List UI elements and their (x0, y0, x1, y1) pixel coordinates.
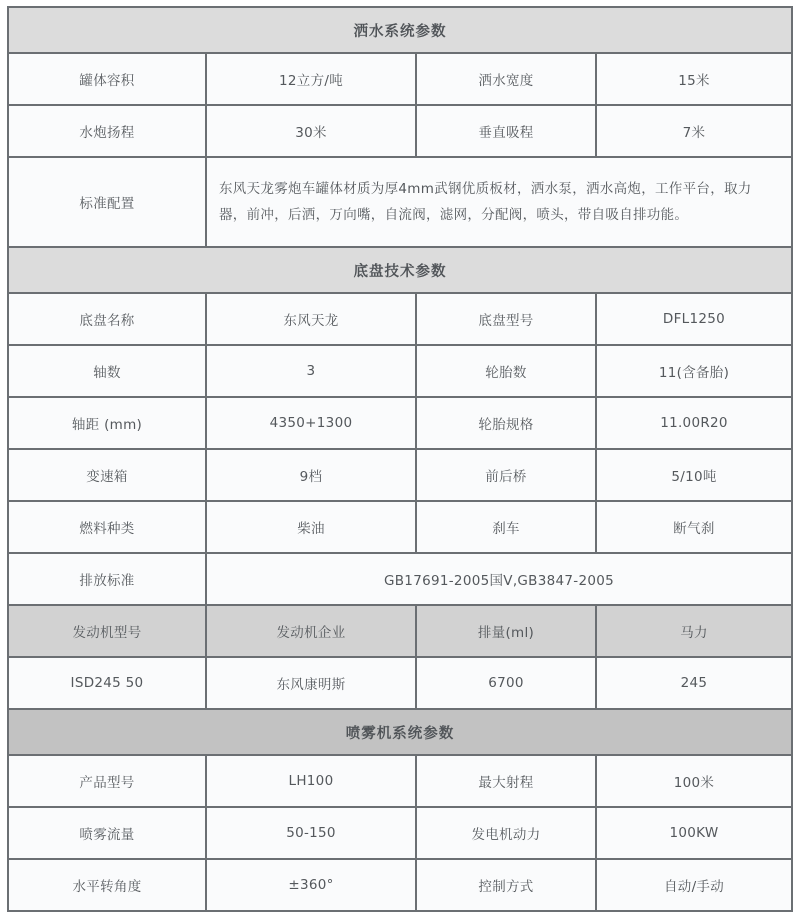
section-header-water-system: 洒水系统参数 (7, 6, 793, 54)
engine-subheader-row (7, 606, 793, 658)
table-cell: 断气刹 (597, 502, 793, 554)
table-cell: ISD245 50 (7, 658, 207, 710)
section-header-row-water-system (7, 6, 793, 54)
table-cell: 喷雾流量 (7, 808, 207, 860)
table-cell: 柴油 (207, 502, 417, 554)
table-cell: 罐体容积 (7, 54, 207, 106)
table-cell: 变速箱 (7, 450, 207, 502)
specification-table (7, 6, 793, 912)
table-cell: 底盘型号 (417, 294, 597, 346)
table-row-standard-configuration (7, 158, 793, 248)
table-cell: 轮胎数 (417, 346, 597, 398)
table-cell: 12立方/吨 (207, 54, 417, 106)
table-row (7, 860, 793, 912)
table-cell: 控制方式 (417, 860, 597, 912)
table-cell: 6700 (417, 658, 597, 710)
table-cell: 轴数 (7, 346, 207, 398)
section-header-row-sprayer (7, 710, 793, 756)
table-cell: 30米 (207, 106, 417, 158)
table-cell: 15米 (597, 54, 793, 106)
table-cell: 水平转角度 (7, 860, 207, 912)
table-cell: 7米 (597, 106, 793, 158)
table-cell: 前后桥 (417, 450, 597, 502)
table-cell: 发动机型号 (7, 606, 207, 658)
emission-standard-value: GB17691-2005国Ⅴ,GB3847-2005 (207, 554, 793, 606)
table-row-emission-standard (7, 554, 793, 606)
table-cell: ±360° (207, 860, 417, 912)
section-header-sprayer: 喷雾机系统参数 (7, 710, 793, 756)
standard-configuration-text: 东风天龙雾炮车罐体材质为厚4mm武钢优质板材，洒水泵，洒水高炮，工作平台，取力器，前冲，后洒，万向嘴，自流阀，滤网，分配阀，喷头，带自吸自排功能。 (207, 158, 793, 248)
table-cell: 洒水宽度 (417, 54, 597, 106)
specification-table-body (7, 6, 793, 912)
row-label: 排放标准 (7, 554, 207, 606)
table-row (7, 658, 793, 710)
table-row (7, 346, 793, 398)
table-cell: 4350+1300 (207, 398, 417, 450)
table-cell: 燃料种类 (7, 502, 207, 554)
table-row (7, 398, 793, 450)
table-cell: 100KW (597, 808, 793, 860)
table-cell: 产品型号 (7, 756, 207, 808)
table-cell: 轴距 (mm) (7, 398, 207, 450)
table-cell: 东风康明斯 (207, 658, 417, 710)
table-cell: 100米 (597, 756, 793, 808)
table-row (7, 106, 793, 158)
table-row (7, 54, 793, 106)
table-cell: 自动/手动 (597, 860, 793, 912)
table-cell: DFL1250 (597, 294, 793, 346)
table-cell: 底盘名称 (7, 294, 207, 346)
section-header-chassis: 底盘技术参数 (7, 248, 793, 294)
table-row (7, 450, 793, 502)
table-cell: 东风天龙 (207, 294, 417, 346)
table-cell: 245 (597, 658, 793, 710)
table-row (7, 756, 793, 808)
row-label: 标准配置 (7, 158, 207, 248)
table-row (7, 502, 793, 554)
table-cell: 11.00R20 (597, 398, 793, 450)
table-cell: 最大射程 (417, 756, 597, 808)
table-cell: 排量(ml) (417, 606, 597, 658)
table-cell: 马力 (597, 606, 793, 658)
section-header-row-chassis (7, 248, 793, 294)
table-cell: 轮胎规格 (417, 398, 597, 450)
table-cell: 发电机动力 (417, 808, 597, 860)
table-cell: 50-150 (207, 808, 417, 860)
table-cell: 11(含备胎) (597, 346, 793, 398)
table-cell: 发动机企业 (207, 606, 417, 658)
table-row (7, 294, 793, 346)
table-cell: LH100 (207, 756, 417, 808)
table-cell: 5/10吨 (597, 450, 793, 502)
table-cell: 3 (207, 346, 417, 398)
table-cell: 9档 (207, 450, 417, 502)
table-row (7, 808, 793, 860)
table-cell: 刹车 (417, 502, 597, 554)
table-cell: 水炮扬程 (7, 106, 207, 158)
table-cell: 垂直吸程 (417, 106, 597, 158)
